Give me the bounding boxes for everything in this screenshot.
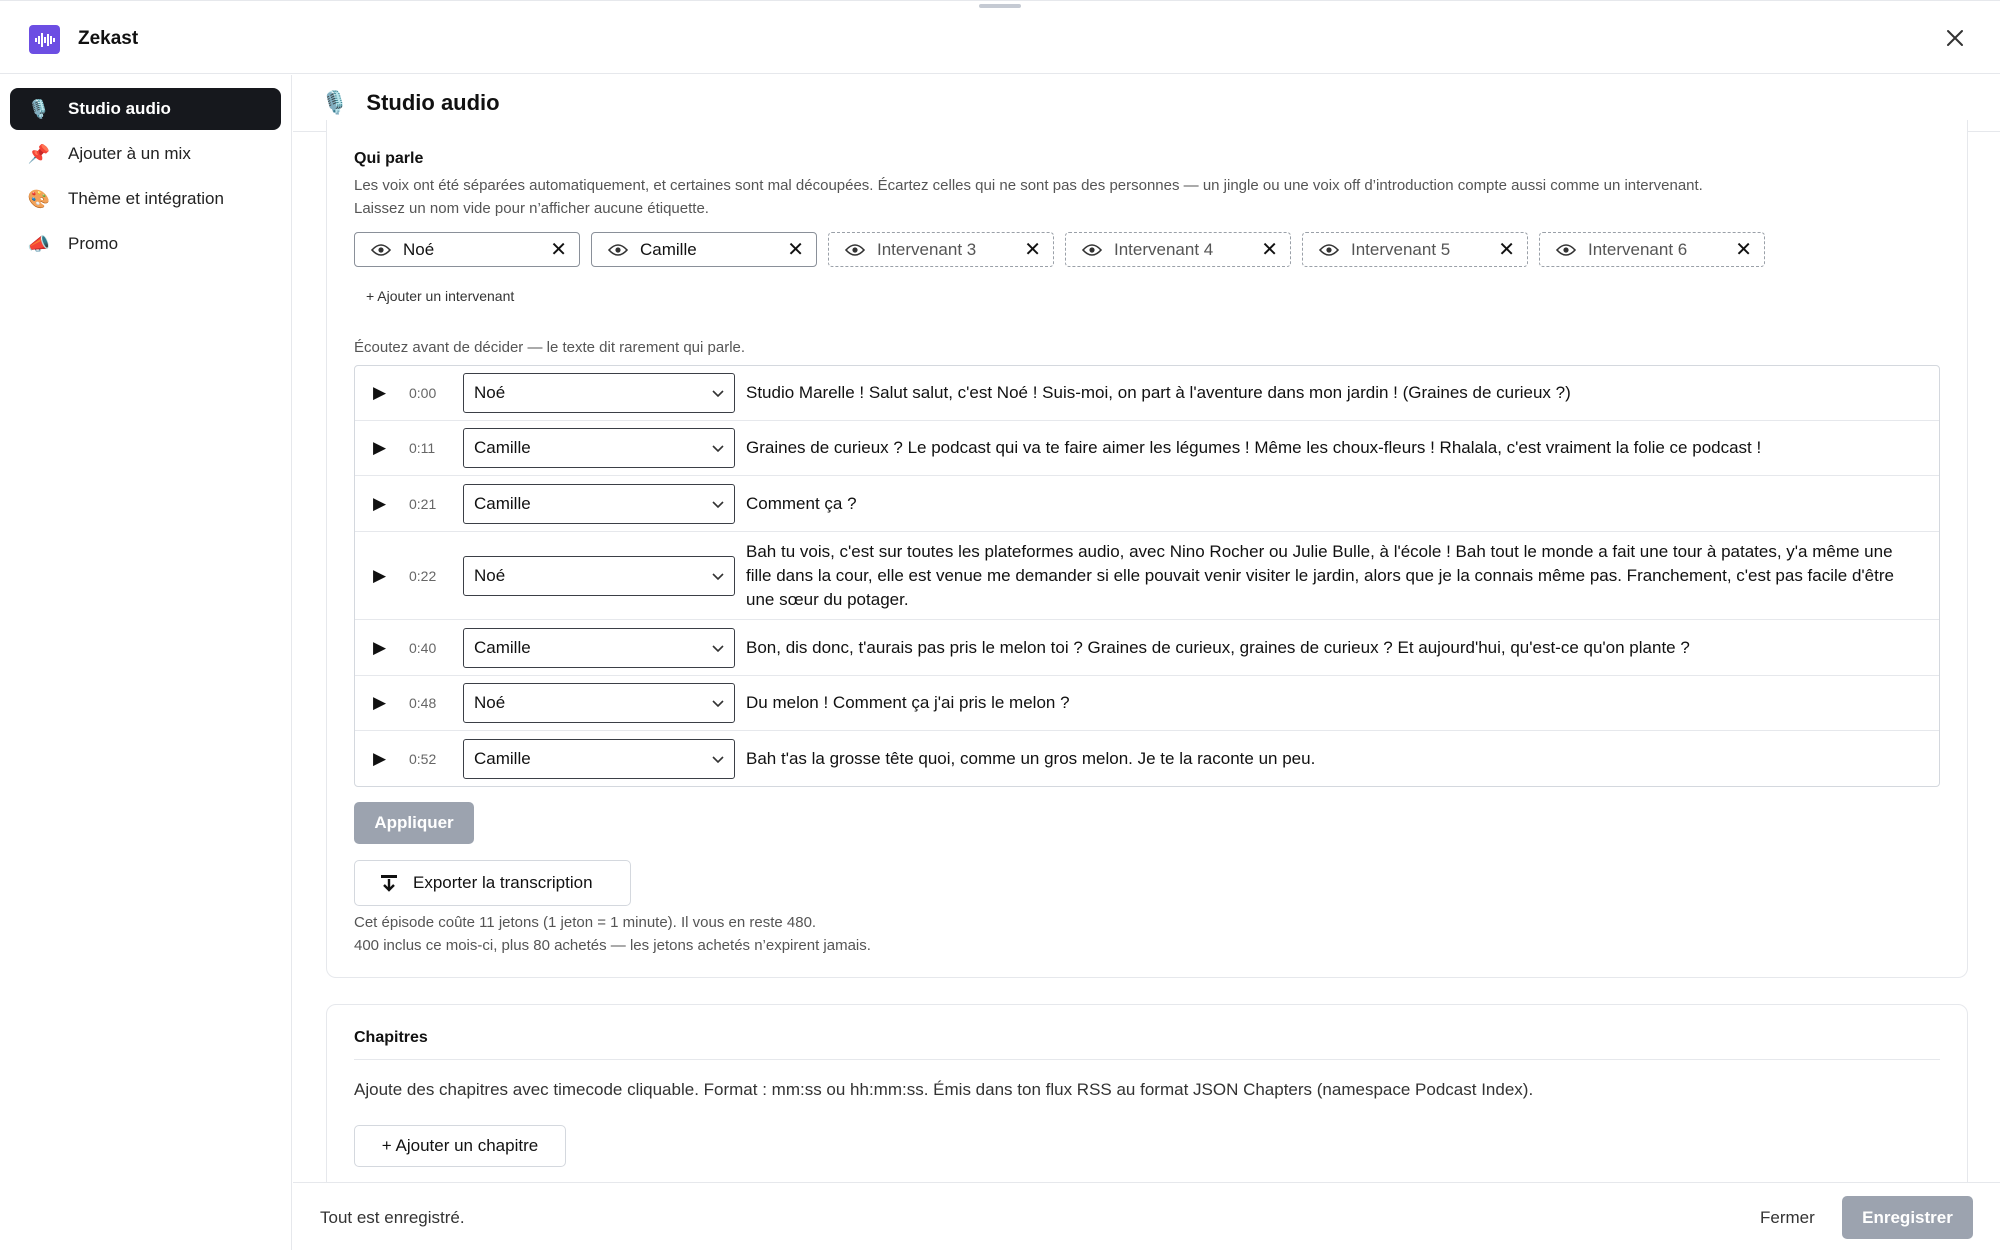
palette-icon: 🎨 <box>27 188 51 209</box>
segment-timecode: 0:11 <box>409 440 436 456</box>
segment-text: Studio Marelle ! Salut salut, c'est Noé ! Suis-moi, on part à l'aventure dans mon jardin ! (Graines de curieux ?) <box>746 383 1571 402</box>
sidebar-item-label: Ajouter à un mix <box>68 144 191 163</box>
play-icon[interactable]: ▶ <box>373 383 387 402</box>
segment-text: Comment ça ? <box>746 493 857 513</box>
speaker-name[interactable]: Intervenant 6 <box>1588 239 1688 259</box>
chevron-down-icon <box>712 438 724 458</box>
eye-icon[interactable] <box>1082 244 1102 256</box>
speaker-select[interactable] <box>463 628 735 668</box>
cost-line: 400 inclus ce mois-ci, plus 80 achetés — les jetons achetés n’expirent jamais. <box>354 937 871 954</box>
sidebar <box>0 75 292 1250</box>
segment-row <box>355 421 1939 476</box>
close-icon[interactable]: ✕ <box>787 238 804 261</box>
apply-button[interactable]: Appliquer <box>354 802 474 844</box>
add-chapter-button[interactable]: + Ajouter un chapitre <box>354 1125 566 1167</box>
segment-row <box>355 366 1939 421</box>
speaker-name[interactable]: Intervenant 5 <box>1351 239 1451 259</box>
speaker-select-value: Noé <box>474 693 506 712</box>
speaker-name[interactable]: Intervenant 3 <box>877 239 977 259</box>
sidebar-item-ajouter-mix[interactable] <box>10 133 281 175</box>
segment-timecode: 0:22 <box>409 567 437 584</box>
microphone-icon: 🎙️ <box>321 90 349 115</box>
chevron-down-icon <box>712 749 724 769</box>
speaker-select-value: Camille <box>474 438 531 457</box>
speaker-chip[interactable] <box>354 232 580 267</box>
chevron-down-icon <box>712 693 724 713</box>
segment-row <box>355 676 1939 731</box>
page-title: Studio audio <box>366 90 500 115</box>
segments-table <box>354 365 1940 787</box>
segment-row <box>355 476 1939 532</box>
top-bar <box>0 0 2000 74</box>
speaker-chip[interactable] <box>1065 232 1291 267</box>
sidebar-item-label: Thème et intégration <box>68 189 224 208</box>
speakers-hint <box>354 174 1703 220</box>
play-icon[interactable]: ▶ <box>373 748 387 768</box>
export-transcript-button[interactable] <box>354 860 631 906</box>
segment-timecode: 0:40 <box>409 639 437 656</box>
eye-icon[interactable] <box>608 244 628 256</box>
speaker-select-value: Camille <box>474 493 531 513</box>
close-icon[interactable]: ✕ <box>1261 238 1278 261</box>
play-icon[interactable]: ▶ <box>373 693 387 712</box>
segment-timecode: 0:21 <box>409 495 437 512</box>
segment-row <box>355 620 1939 676</box>
speaker-name[interactable]: Intervenant 4 <box>1114 239 1214 259</box>
speaker-select[interactable] <box>463 484 735 524</box>
play-icon[interactable]: ▶ <box>373 493 387 513</box>
chevron-down-icon <box>712 383 724 403</box>
speaker-select[interactable] <box>463 373 735 413</box>
segment-row <box>355 731 1939 786</box>
divider <box>354 1059 1940 1060</box>
segment-row <box>355 532 1939 620</box>
token-cost-info <box>354 911 871 957</box>
section-title-qui-parle: Qui parle <box>354 150 424 167</box>
speaker-name[interactable]: Noé <box>403 239 435 259</box>
eye-icon[interactable] <box>1319 244 1339 256</box>
chevron-down-icon <box>712 494 724 514</box>
megaphone-icon: 📣 <box>27 233 51 254</box>
listen-hint: Écoutez avant de décider — le texte dit rarement qui parle. <box>354 339 746 356</box>
close-icon[interactable]: ✕ <box>550 238 567 261</box>
chevron-down-icon <box>712 638 724 658</box>
eye-icon[interactable] <box>845 244 865 256</box>
speakers-hint-line: Laissez un nom vide pour n’afficher aucune étiquette. <box>354 200 709 217</box>
speaker-chip[interactable] <box>591 232 817 267</box>
speaker-name[interactable]: Camille <box>640 239 697 259</box>
microphone-icon: 🎙️ <box>27 98 51 119</box>
segment-text: Du melon ! Comment ça j'ai pris le melon ? <box>746 693 1070 712</box>
footer-bar <box>293 1182 2000 1250</box>
save-status: Tout est enregistré. <box>320 1208 465 1227</box>
cost-line: Cet épisode coûte 11 jetons (1 jeton = 1 minute). Il vous en reste 480. <box>354 914 817 931</box>
speaker-chip[interactable] <box>828 232 1054 267</box>
sidebar-item-studio-audio[interactable] <box>10 88 281 130</box>
pushpin-icon: 📌 <box>27 143 51 164</box>
close-button[interactable]: Fermer <box>1760 1208 1815 1227</box>
section-title-chapitres: Chapitres <box>354 1029 428 1046</box>
eye-icon[interactable] <box>1556 244 1576 256</box>
speaker-select-value: Noé <box>474 565 506 585</box>
save-button[interactable]: Enregistrer <box>1842 1196 1973 1239</box>
export-label: Exporter la transcription <box>413 873 593 892</box>
close-icon[interactable] <box>1940 23 1970 53</box>
sidebar-item-promo[interactable] <box>10 223 281 265</box>
speaker-select[interactable] <box>463 683 735 723</box>
add-speaker-button[interactable]: + Ajouter un intervenant <box>366 288 515 304</box>
speaker-select[interactable] <box>463 739 735 779</box>
close-icon[interactable]: ✕ <box>1024 238 1041 261</box>
segment-text: Bah tu vois, c'est sur toutes les plateformes audio, avec Nino Rocher ou Julie Bulle, à l'école ! Bah tout le monde a fait une tour à patates, y'a même une fille dans la cour, elle est venue me demander si elle pouvait venir visiter le jardin, alors que je la connais même pas. Franchement, c'est pas facile d'être une sœur du potager. <box>746 541 1894 609</box>
app-name: Zekast <box>78 28 139 49</box>
segment-text: Bah t'as la grosse tête quoi, comme un gros melon. Je te la raconte un peu. <box>746 748 1316 768</box>
speakers-card <box>326 120 1968 978</box>
segment-timecode: 0:48 <box>409 695 437 711</box>
speaker-chip[interactable] <box>1302 232 1528 267</box>
segment-timecode: 0:52 <box>409 750 437 767</box>
speaker-chips <box>354 232 1765 267</box>
speaker-chip[interactable] <box>1539 232 1765 267</box>
eye-icon[interactable] <box>371 244 391 256</box>
speaker-select-value: Camille <box>474 748 531 768</box>
close-icon[interactable]: ✕ <box>1735 238 1752 261</box>
chevron-down-icon <box>712 566 724 586</box>
play-icon[interactable]: ▶ <box>373 565 387 585</box>
speaker-select[interactable] <box>463 428 735 468</box>
sidebar-item-label: Studio audio <box>68 99 171 118</box>
play-icon[interactable]: ▶ <box>373 637 387 657</box>
segment-timecode: 0:00 <box>409 385 437 401</box>
close-icon[interactable]: ✕ <box>1498 238 1515 261</box>
app-logo <box>29 25 60 54</box>
download-icon <box>379 873 399 893</box>
segment-text: Bon, dis donc, t'aurais pas pris le melon toi ? Graines de curieux, graines de curieux ? Et aujourd'hui, qu'est-ce qu'on plante ? <box>746 637 1690 657</box>
sidebar-item-theme[interactable] <box>10 178 281 220</box>
segment-text: Graines de curieux ? Le podcast qui va te faire aimer les légumes ! Même les choux-fleurs ! Rhalala, c'est vraiment la folie ce podcast ! <box>746 438 1762 457</box>
speaker-select[interactable] <box>463 556 735 596</box>
speaker-select-value: Camille <box>474 637 531 657</box>
speaker-select-value: Noé <box>474 383 506 402</box>
speakers-hint-line: Les voix ont été séparées automatiquement, et certaines sont mal découpées. Écartez celles qui ne sont pas des personnes — un jingle ou une voix off d’introduction compte aussi comme un intervenant. <box>354 177 1703 194</box>
sidebar-item-label: Promo <box>68 234 119 253</box>
play-icon[interactable]: ▶ <box>373 438 387 457</box>
chapters-description: Ajoute des chapitres avec timecode cliquable. Format : mm:ss ou hh:mm:ss. Émis dans ton flux RSS au format JSON Chapters (namespace Podcast Index). <box>354 1080 1534 1099</box>
